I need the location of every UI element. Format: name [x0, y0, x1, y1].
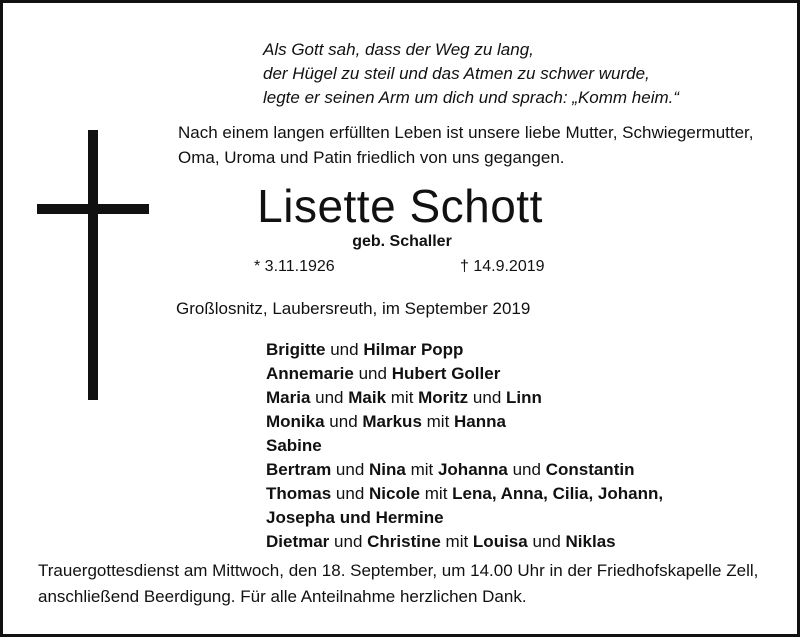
service-info-line: anschließend Beerdigung. Für alle Anteilnahme herzlichen Dank.: [38, 587, 527, 606]
intro-line: Nach einem langen erfüllten Leben ist unsere liebe Mutter, Schwiegermutter,: [178, 123, 754, 142]
mourner-name: Christine: [367, 532, 441, 551]
connector-text: und: [507, 460, 546, 479]
mourner-line: [266, 362, 663, 386]
connector-text: und: [353, 364, 392, 383]
mourner-line: [266, 506, 663, 530]
mourner-name: Josepha und Hermine: [266, 508, 444, 527]
mourners-list: [266, 338, 663, 554]
mourner-name: Monika: [266, 412, 325, 431]
mourner-name: Dietmar: [266, 532, 330, 551]
mourner-name: Annemarie: [266, 364, 354, 383]
mourner-name: Hanna: [454, 412, 506, 431]
connector-text: mit: [420, 484, 453, 503]
mourner-name: Moritz: [418, 388, 469, 407]
mourner-line: [266, 458, 663, 482]
mourner-name: Sabine: [266, 436, 322, 455]
intro-line: Oma, Uroma und Patin friedlich von uns gegangen.: [178, 148, 565, 167]
mourner-line: [266, 434, 663, 458]
verse-line: legte er seinen Arm um dich und sprach: „Komm heim.“: [263, 88, 680, 107]
cross-vertical-bar: [88, 130, 98, 400]
mourner-name: Lena, Anna, Cilia, Johann,: [452, 484, 664, 503]
connector-text: und: [527, 532, 566, 551]
service-info-line: Trauergottesdienst am Mittwoch, den 18. September, um 14.00 Uhr in der Friedhofskapelle Zell,: [38, 561, 759, 580]
mourner-name: Maik: [348, 388, 387, 407]
death-date: † 14.9.2019: [460, 258, 545, 275]
connector-text: mit: [386, 388, 419, 407]
mourner-name: Linn: [506, 388, 542, 407]
service-info: [38, 558, 758, 610]
mourner-name: Hilmar Popp: [363, 340, 464, 359]
connector-text: und: [310, 388, 349, 407]
deceased-name: Lisette Schott: [257, 180, 543, 232]
mourner-name: Constantin: [545, 460, 635, 479]
mourner-name: Markus: [362, 412, 422, 431]
connector-text: und: [468, 388, 506, 407]
mourner-name: Brigitte: [266, 340, 326, 359]
connector-text: und: [325, 340, 364, 359]
verse-line: Als Gott sah, dass der Weg zu lang,: [263, 40, 534, 59]
mourner-name: Bertram: [266, 460, 332, 479]
mourner-name: Nina: [369, 460, 406, 479]
connector-text: mit: [405, 460, 438, 479]
mourner-name: Maria: [266, 388, 311, 407]
mourner-line: [266, 386, 663, 410]
place-and-date: Großlosnitz, Laubersreuth, im September 2019: [176, 299, 531, 318]
connector-text: und: [329, 532, 368, 551]
intro-text: [178, 120, 754, 170]
mourner-name: Hubert Goller: [391, 364, 501, 383]
maiden-name: geb. Schaller: [352, 233, 452, 250]
verse-line: der Hügel zu steil und das Atmen zu schwer wurde,: [263, 64, 650, 83]
mourner-line: [266, 338, 663, 362]
birth-date: * 3.11.1926: [254, 258, 335, 275]
connector-text: mit: [440, 532, 473, 551]
mourner-name: Johanna: [437, 460, 508, 479]
connector-text: und: [331, 460, 370, 479]
connector-text: mit: [421, 412, 455, 431]
mourner-line: [266, 410, 663, 434]
connector-text: und: [331, 484, 369, 503]
mourner-name: Thomas: [266, 484, 332, 503]
mourner-name: Louisa: [472, 532, 528, 551]
connector-text: und: [324, 412, 363, 431]
verse-quote: [263, 38, 679, 110]
mourner-name: Nicole: [369, 484, 421, 503]
mourner-line: [266, 482, 663, 506]
mourner-line: [266, 530, 663, 554]
mourner-name: Niklas: [565, 532, 616, 551]
